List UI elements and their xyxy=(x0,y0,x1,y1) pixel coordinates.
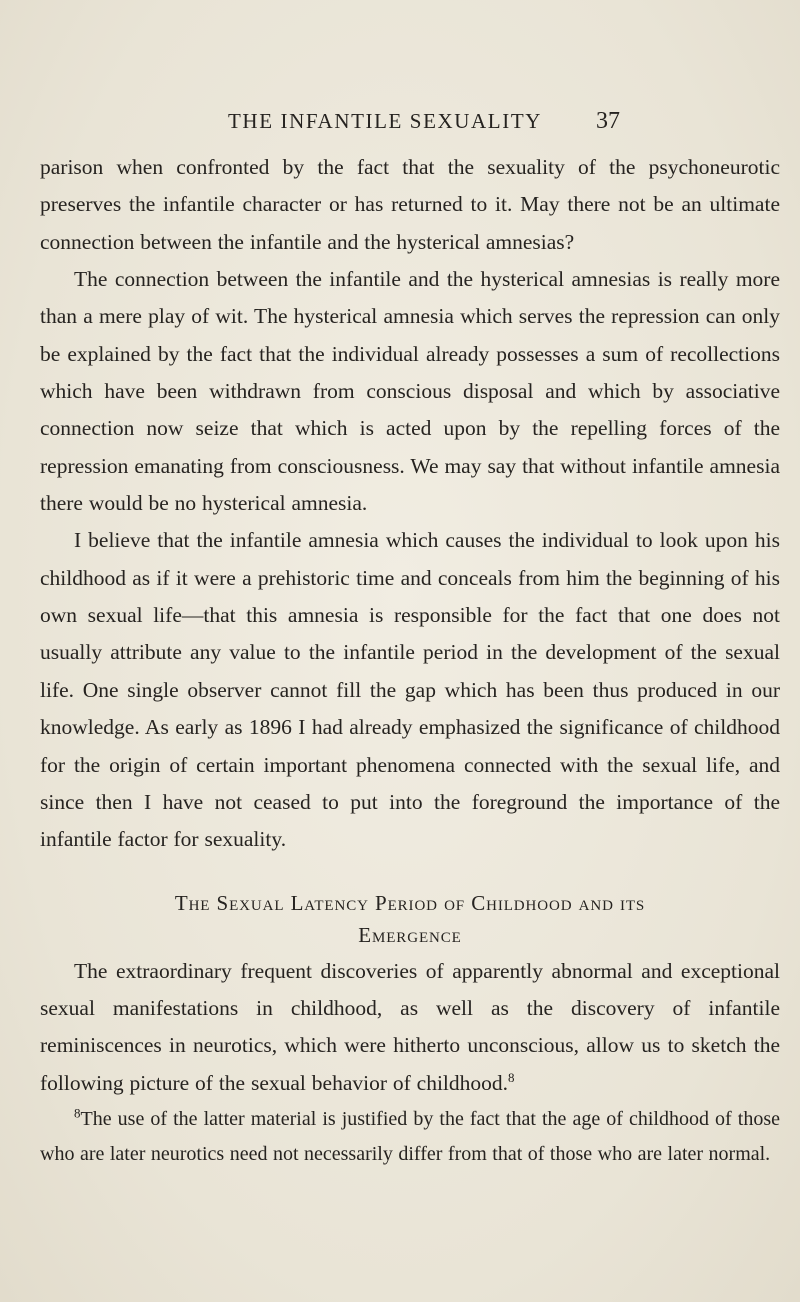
body-text xyxy=(40,149,780,1172)
paragraph-continuation: parison when confronted by the fact that the sexuality of the psychoneurotic preserves the infantile character or has returned to it. May there not be an ultimate connection between the infantile and the hysterical amnesias? xyxy=(40,155,780,254)
footnote-text: The use of the latter material is justified by the fact that the age of childhood of those who are later neurotics need not necessarily differ from that of those who are later normal. xyxy=(40,1107,780,1165)
running-head xyxy=(0,104,800,138)
section-heading-line-2: Emergence xyxy=(358,922,462,947)
paragraph-hysterical-amnesia: The connection between the infantile and the hysterical amnesias is really more than a mere play of wit. The hysterical amnesia which serves the repression can only be explained by the fact that the individual already possesses a sum of recollections which have been withdrawn from conscious disposal and which by associative connection now seize that which is acted upon by the repelling forces of the repression emanating from consciousness. We may say that without infantile amnesia there would be no hysterical amnesia. xyxy=(40,267,780,516)
footnote-reference: 8 xyxy=(508,1069,515,1085)
paragraph-infantile-amnesia: I believe that the infantile amnesia which causes the individual to look upon his childhood as if it were a prehistoric time and conceals from him the beginning of his own sexual life—that this amnesia is responsible for the fact that one does not usually attribute any value to the infantile period in the development of the sexual life. One single observer cannot fill the gap which has been thus produced in our knowledge. As early as 1896 I had already emphasized the significance of childhood for the origin of certain important phenomena connected with the sexual life, and since then I have not ceased to put into the foreground the importance of the infantile factor for sexuality. xyxy=(40,528,780,852)
section-heading xyxy=(40,887,780,951)
running-title: THE INFANTILE SEXUALITY xyxy=(228,109,543,133)
footnote xyxy=(40,1102,780,1172)
paragraph-latency xyxy=(40,953,780,1102)
section-heading-line-1: The Sexual Latency Period of Childhood and its xyxy=(174,890,646,915)
paragraph-latency-text: The extraordinary frequent discoveries of apparently abnormal and exceptional sexual manifestations in childhood, as well as the discovery of infantile reminiscences in neurotics, which were hitherto unconscious, allow us to sketch the following picture of the sexual behavior of childhood. xyxy=(40,958,780,1095)
page-number: 37 xyxy=(596,108,620,134)
footnote-mark: 8 xyxy=(74,1105,81,1121)
